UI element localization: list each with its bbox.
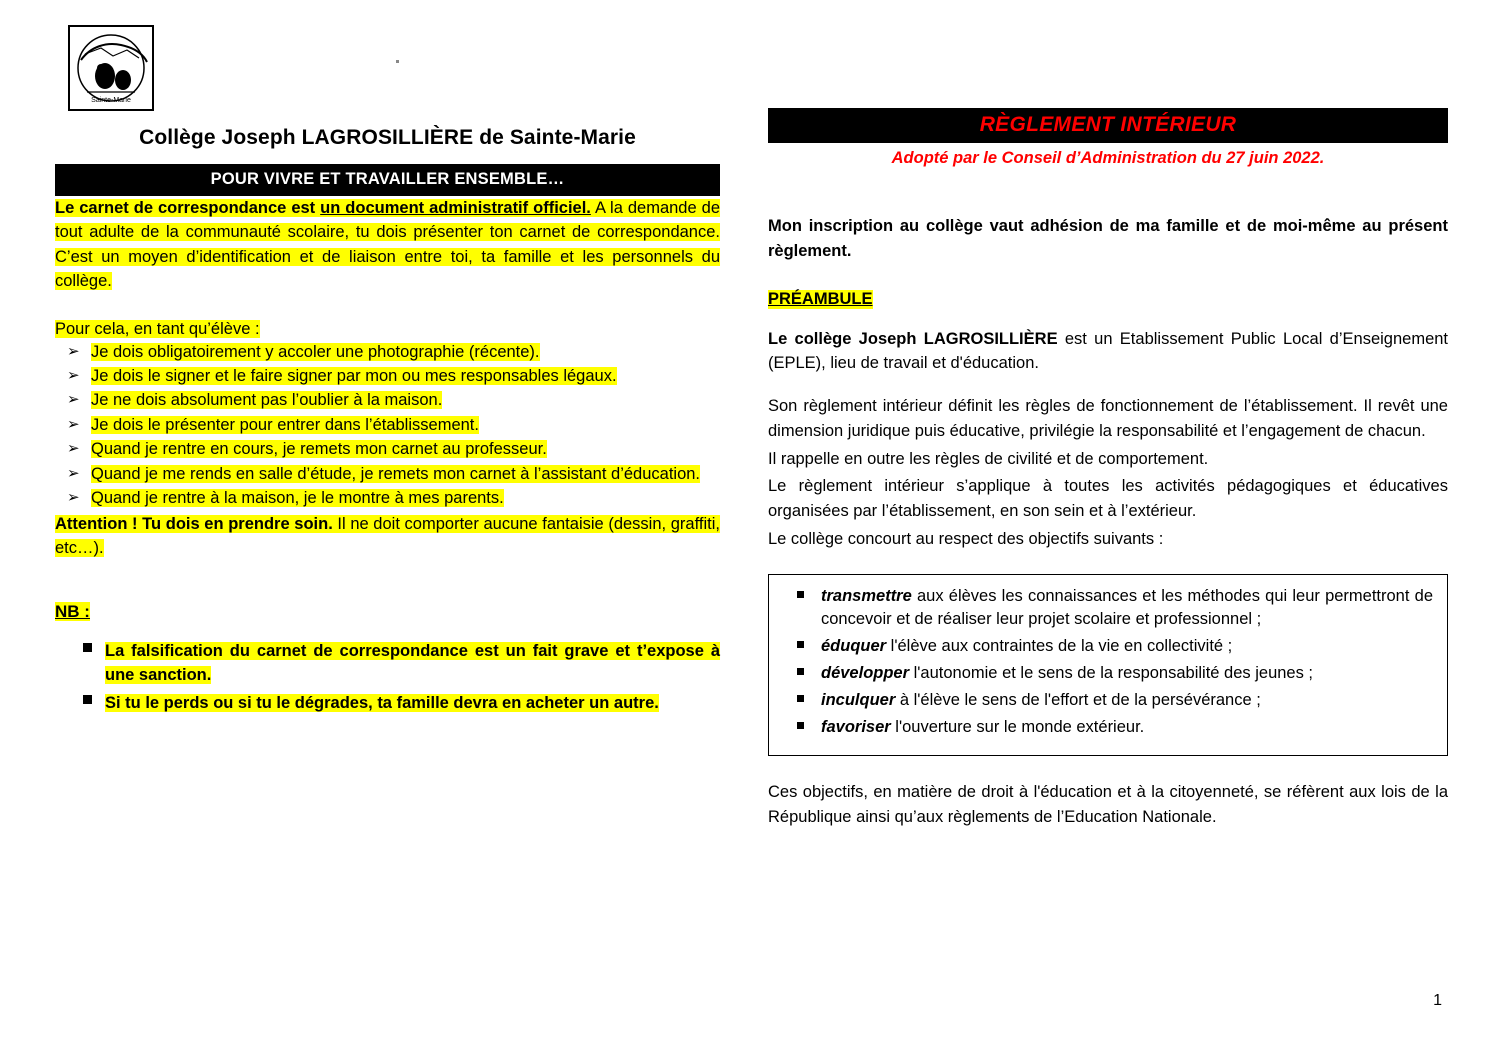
square-bullet-icon <box>797 591 804 598</box>
list-item <box>779 662 1433 686</box>
objective-verb: favoriser <box>821 718 891 737</box>
left-column <box>55 18 720 720</box>
list-item-label: Je dois obligatoirement y accoler une photographie (récente). <box>91 342 540 361</box>
objective-verb: éduquer <box>821 637 887 656</box>
list-item <box>779 689 1433 713</box>
square-bullet-icon <box>797 695 804 702</box>
square-bullet-icon <box>83 643 92 652</box>
objective-verb: transmettre <box>821 586 912 605</box>
page-title: Collège Joseph LAGROSILLIÈRE de Sainte-Marie <box>139 126 636 149</box>
objective-verb: inculquer <box>821 691 896 710</box>
arrow-icon: ➢ <box>67 440 80 458</box>
eple-paragraph <box>768 327 1448 377</box>
arrow-icon: ➢ <box>67 489 80 507</box>
nb-label <box>55 602 720 622</box>
arrow-icon: ➢ <box>67 464 80 482</box>
banner-vivre-travailler: POUR VIVRE ET TRAVAILLER ENSEMBLE… <box>55 164 720 196</box>
objectifs-list <box>779 585 1433 741</box>
list-item <box>55 365 720 388</box>
objectifs-box <box>768 574 1448 757</box>
civilite-paragraph: Il rappelle en outre les règles de civilité et de comportement. <box>768 449 1209 468</box>
intro-bold-lead: Le carnet de correspondance est <box>55 199 321 217</box>
square-bullet-icon <box>83 695 92 704</box>
crest-icon <box>61 18 181 118</box>
attention-bold: Attention ! Tu dois en prendre soin. <box>55 514 333 533</box>
arrow-icon: ➢ <box>67 367 80 385</box>
objective-text: à l'élève le sens de l'effort et de la persévérance ; <box>895 691 1261 710</box>
objective-text: l'élève aux contraintes de la vie en collectivité ; <box>886 637 1233 656</box>
intro-rest: A la demande de tout adulte de la communauté scolaire, tu dois présenter ton carnet de correspondance. C’est un moyen d’identification et de liaison entre toi, ta famille et les personnels du collège. <box>55 199 720 291</box>
eleve-duties-list <box>55 341 720 511</box>
list-item <box>779 716 1433 740</box>
activites-paragraph: Le règlement intérieur s’applique à toutes les activités pédagogiques et éducatives organisées par l’établissement, en son sein et à l’extérieur. <box>768 477 1448 520</box>
reglement-definition-paragraph: Son règlement intérieur définit les règles de fonctionnement de l’établissement. Il revêt une dimension juridique puis éducative, privilégie la responsabilité et l’engagement de chacun. <box>768 397 1448 440</box>
objective-text: l'ouverture sur le monde extérieur. <box>890 718 1145 737</box>
arrow-icon: ➢ <box>67 391 80 409</box>
square-bullet-icon <box>797 722 804 729</box>
nb-list <box>55 640 720 716</box>
objective-text: aux élèves les connaissances et les méthodes qui leur permettront de concevoir et de réaliser leur projet scolaire et professionnel ; <box>821 586 1433 629</box>
list-item-label: La falsification du carnet de correspondance est un fait grave et t’expose à une sanction. <box>105 642 720 685</box>
preambule-heading: PRÉAMBULE <box>768 289 873 308</box>
reglement-title: RÈGLEMENT INTÉRIEUR <box>979 113 1237 136</box>
svg-text:Sainte-Marie: Sainte-Marie <box>91 97 131 104</box>
list-item-label: Je dois le présenter pour entrer dans l’établissement. <box>91 415 479 434</box>
reglement-subtitle: Adopté par le Conseil d’Administration du 27 juin 2022. <box>891 149 1325 167</box>
list-item <box>779 635 1433 659</box>
list-item <box>55 463 720 486</box>
square-bullet-icon <box>797 641 804 648</box>
list-item-label: Quand je me rends en salle d’étude, je remets mon carnet à l’assistant d’éducation. <box>91 464 701 483</box>
list-item-label: Quand je rentre à la maison, je le montre à mes parents. <box>91 489 504 508</box>
objectifs-lead-paragraph: Le collège concourt au respect des objectifs suivants : <box>768 529 1164 548</box>
list-item <box>55 487 720 510</box>
arrow-icon: ➢ <box>67 342 80 360</box>
objective-verb: développer <box>821 664 910 683</box>
list-item <box>779 585 1433 633</box>
arrow-icon: ➢ <box>67 415 80 433</box>
preambule-heading-wrap <box>768 264 1448 309</box>
college-name-bold: Le collège Joseph LAGROSILLIÈRE <box>768 329 1058 348</box>
right-column <box>768 18 1448 830</box>
list-item <box>55 389 720 412</box>
page-number: 1 <box>1433 992 1442 1009</box>
school-logo <box>61 18 181 118</box>
list-item-label: Je ne dois absolument pas l’oublier à la maison. <box>91 391 443 410</box>
list-item <box>55 341 720 364</box>
list-item-label: Si tu le perds ou si tu le dégrades, ta famille devra en acheter un autre. <box>105 694 659 713</box>
list-lead-in <box>55 320 720 339</box>
list-item-label: Quand je rentre en cours, je remets mon carnet au professeur. <box>91 440 547 459</box>
attention-rest: Il ne doit comporter aucune fantaisie (dessin, graffiti, etc…). <box>55 514 720 557</box>
intro-paragraph <box>55 196 720 294</box>
nb-label-text: NB : <box>55 602 90 622</box>
list-item <box>55 438 720 461</box>
list-item <box>55 414 720 437</box>
reglement-title-banner <box>768 108 1448 143</box>
eple-rest: est un Etablissement Public Local d’Enseignement (EPLE), lieu de travail et d'éducation. <box>768 329 1449 373</box>
attention-paragraph <box>55 512 720 561</box>
square-bullet-icon <box>797 668 804 675</box>
intro-underlined: un document administratif officiel. <box>320 199 591 217</box>
stray-dot-mark <box>396 60 399 63</box>
adhesion-paragraph: Mon inscription au collège vaut adhésion de ma famille et de moi-même au présent règlement. <box>768 217 1448 260</box>
two-column-layout <box>55 18 1449 830</box>
list-item <box>55 640 720 688</box>
objective-text: l'autonomie et le sens de la responsabilité des jeunes ; <box>909 664 1314 683</box>
list-item <box>55 692 720 716</box>
list-item-label: Je dois le signer et le faire signer par mon ou mes responsables légaux. <box>91 367 617 386</box>
list-lead-in-text: Pour cela, en tant qu’élève : <box>55 319 260 338</box>
closing-paragraph: Ces objectifs, en matière de droit à l'éducation et à la citoyenneté, se réfèrent aux lois de la République ainsi qu’aux règlements de l’Education Nationale. <box>768 783 1448 826</box>
